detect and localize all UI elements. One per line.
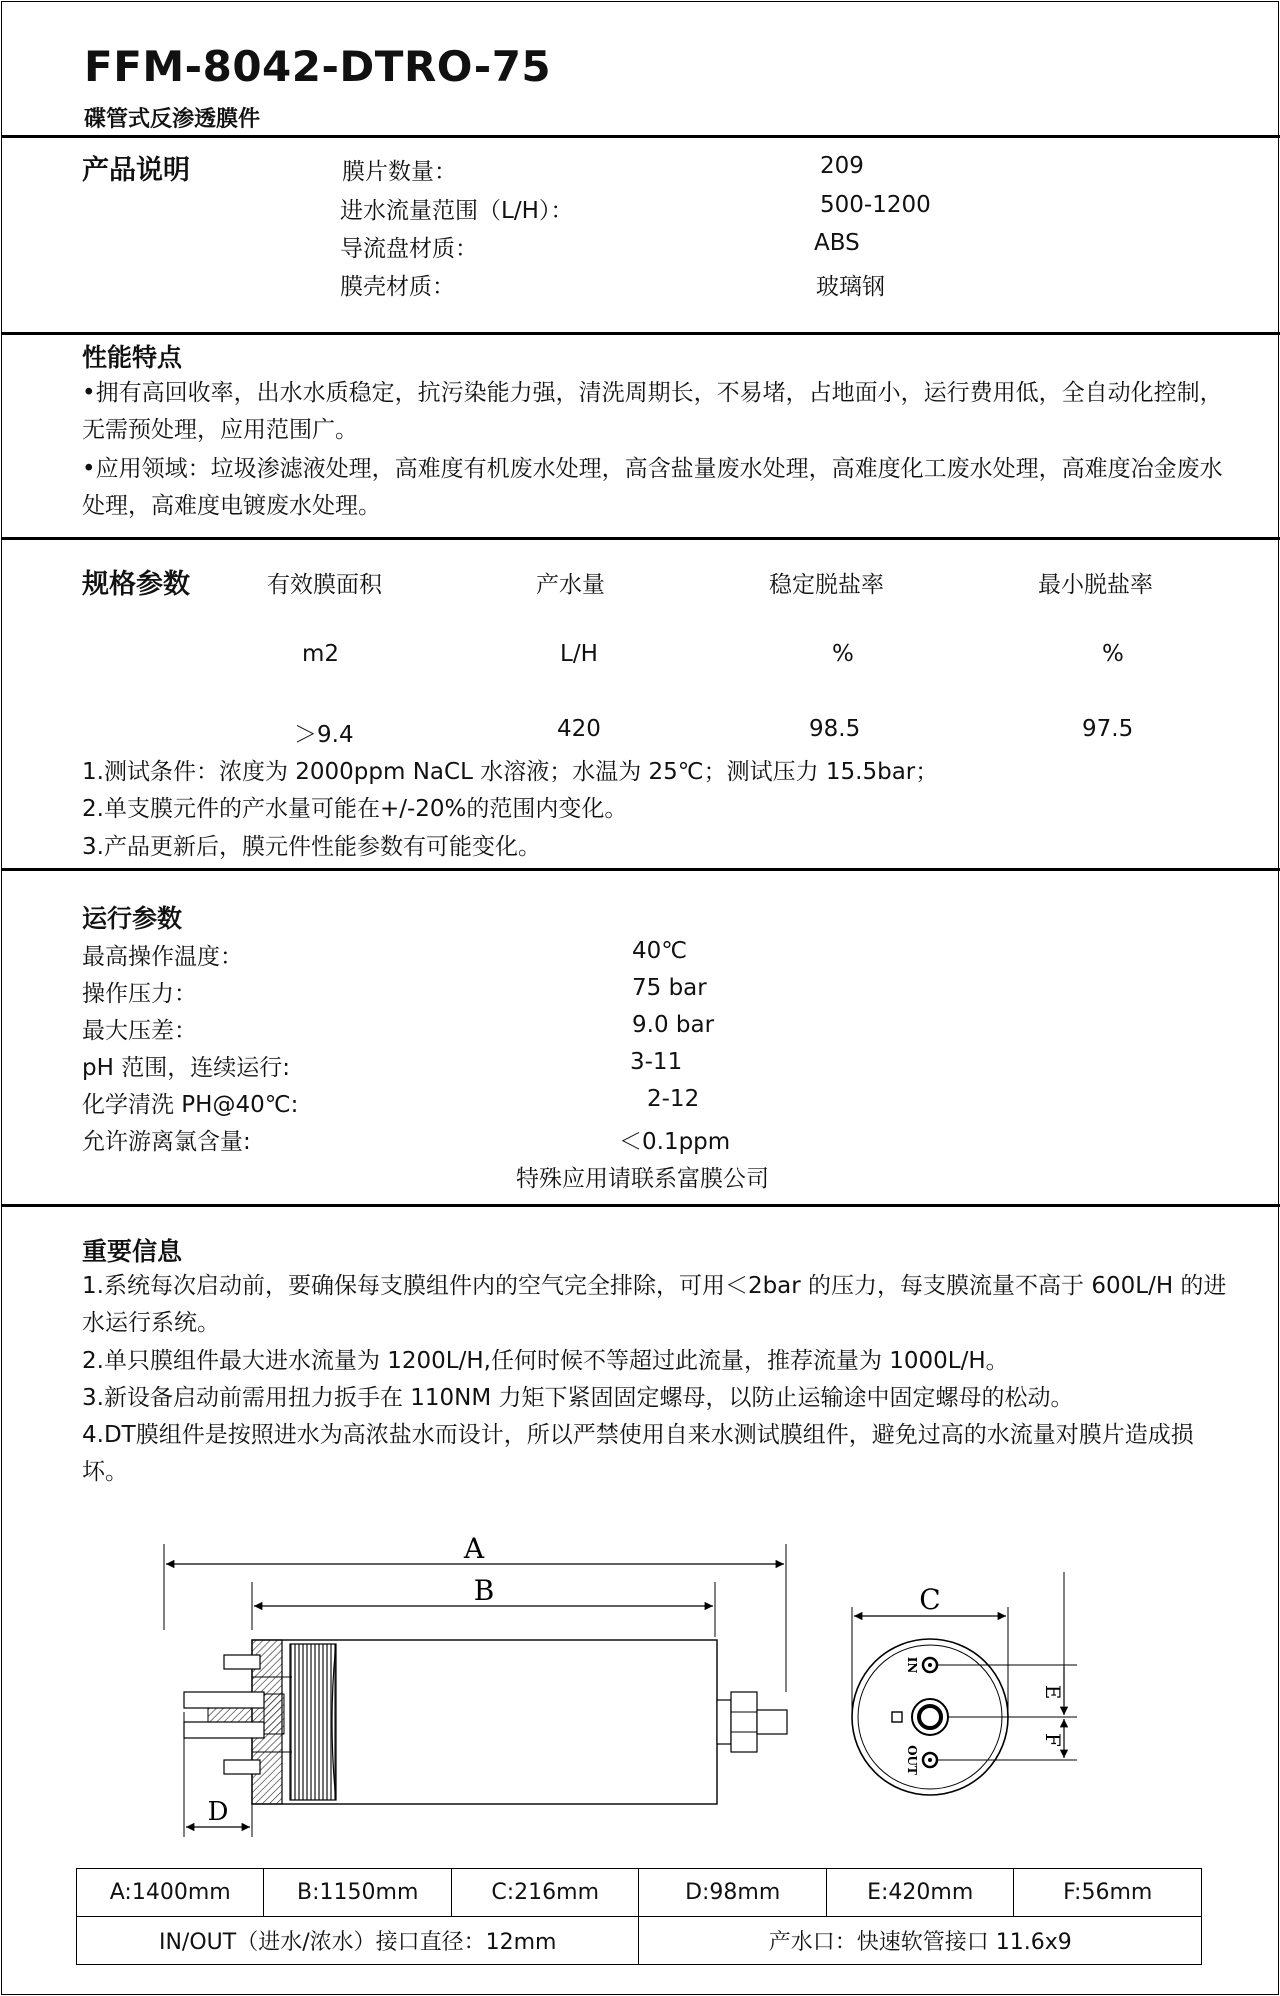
important-paragraph: 1.系统每次启动前，要确保每支膜组件内的空气完全排除，可用＜2bar 的压力，每支膜流量不高于 600L/H 的进水运行系统。 (82, 1273, 1227, 1336)
divider (2, 332, 1280, 335)
operation-value: 2-12 (647, 1086, 700, 1112)
spec-note: 2.单支膜元件的产水量可能在+/-20%的范围内变化。 (82, 796, 628, 822)
spec-unit: L/H (560, 641, 598, 667)
membrane-dimension-drawing (2, 1512, 1280, 1857)
spec-note: 3.产品更新后，膜元件性能参数有可能变化。 (82, 834, 541, 860)
operation-value: 3-11 (630, 1049, 683, 1075)
important-paragraph: 2.单只膜组件最大进水流量为 1200L/H,任何时候不等超过此流量，推荐流量为 1000L/H。 (82, 1348, 1009, 1374)
section-heading-operation: 运行参数 (82, 904, 183, 933)
product-subtitle: 碟管式反渗透膜件 (84, 107, 261, 132)
operation-label: 最大压差： (82, 1018, 197, 1044)
operation-value: 40℃ (632, 938, 688, 964)
datasheet-page (1, 1, 1279, 1995)
feature-paragraph: •拥有高回收率，出水水质稳定，抗污染能力强，清洗周期长，不易堵，占地面小，运行费用低，全自动化控制，无需预处理，应用范围广。 (82, 380, 1223, 443)
operation-label: 允许游离氯含量: (82, 1129, 251, 1155)
section-heading-features: 性能特点 (82, 343, 183, 372)
operation-label: 最高操作温度： (82, 944, 243, 970)
dim-label-f: F (1041, 1733, 1065, 1747)
dimension-cell: D:98mm (639, 1869, 826, 1917)
dimension-cell: B:1150mm (264, 1869, 451, 1917)
spec-unit: m2 (302, 641, 340, 667)
operation-label: pH 范围，连续运行: (82, 1055, 290, 1081)
product-value: ABS (814, 230, 860, 256)
spec-column-header: 稳定脱盐率 (769, 572, 884, 598)
operation-value: 75 bar (632, 975, 707, 1001)
spec-value: 420 (557, 716, 601, 742)
spec-note: 1.测试条件：浓度为 2000ppm NaCL 水溶液；水温为 25℃；测试压力 15.5bar； (82, 759, 939, 785)
section-heading-important: 重要信息 (82, 1237, 183, 1266)
divider (2, 537, 1280, 540)
dimension-cell: F:56mm (1014, 1869, 1202, 1917)
dim-label-d: D (207, 1797, 229, 1827)
important-paragraph: 3.新设备启动前需用扭力扳手在 110NM 力矩下紧固固定螺母，以防止运输途中固定螺母的松动。 (82, 1385, 1074, 1411)
product-value: 玻璃钢 (816, 274, 885, 300)
product-label: 导流盘材质： (340, 236, 478, 262)
spec-column-header: 最小脱盐率 (1038, 572, 1153, 598)
spec-value: 97.5 (1082, 716, 1134, 742)
important-paragraph: 4.DT膜组件是按照进水为高浓盐水而设计，所以严禁使用自来水测试膜组件，避免过高的水流量对膜片造成损坏。 (82, 1422, 1194, 1485)
dimension-cell: C:216mm (451, 1869, 638, 1917)
dim-label-b: B (473, 1574, 495, 1607)
product-label: 膜壳材质： (340, 274, 455, 300)
dim-label-a: A (463, 1532, 485, 1565)
product-label: 进水流量范围（L/H）： (340, 198, 574, 224)
spec-unit: % (1102, 641, 1124, 667)
product-label: 膜片数量： (342, 159, 457, 185)
product-value: 209 (820, 153, 864, 179)
spec-unit: % (832, 641, 854, 667)
operation-value: 9.0 bar (632, 1012, 715, 1038)
spec-column-header: 有效膜面积 (267, 572, 382, 598)
operation-label: 操作压力： (82, 981, 197, 1007)
dimensions-table (76, 1868, 1202, 1965)
in-port-label: IN (905, 1656, 919, 1674)
operation-value: ＜0.1ppm (619, 1129, 731, 1155)
feature-paragraph: •应用领域：垃圾渗滤液处理，高难度有机废水处理，高含盐量废水处理，高难度化工废水处理，高难度冶金废水处理，高难度电镀废水处理。 (82, 456, 1223, 519)
divider (2, 868, 1280, 871)
table-row (77, 1869, 1202, 1917)
dimension-cell: A:1400mm (77, 1869, 264, 1917)
spec-column-header: 产水量 (536, 572, 605, 598)
spec-value: ＞9.4 (294, 722, 354, 748)
dim-label-e: E (1041, 1684, 1065, 1700)
operation-label: 化学清洗 PH@40℃: (82, 1092, 299, 1118)
port-diameter-cell: IN/OUT（进水/浓水）接口直径：12mm (77, 1917, 639, 1965)
contact-note: 特殊应用请联系富膜公司 (516, 1166, 769, 1192)
dimension-cell: E:420mm (826, 1869, 1013, 1917)
dim-label-c: C (919, 1583, 941, 1616)
divider (2, 1204, 1280, 1207)
divider (2, 135, 1280, 138)
product-title: FFM-8042-DTRO-75 (84, 42, 552, 91)
product-value: 500-1200 (820, 192, 931, 218)
out-port-label: OUT (905, 1745, 919, 1775)
spec-value: 98.5 (809, 716, 861, 742)
product-water-port-cell: 产水口：快速软管接口 11.6x9 (639, 1917, 1202, 1965)
table-row (77, 1917, 1202, 1965)
section-heading-specs: 规格参数 (82, 569, 190, 600)
section-heading-product: 产品说明 (82, 155, 190, 186)
